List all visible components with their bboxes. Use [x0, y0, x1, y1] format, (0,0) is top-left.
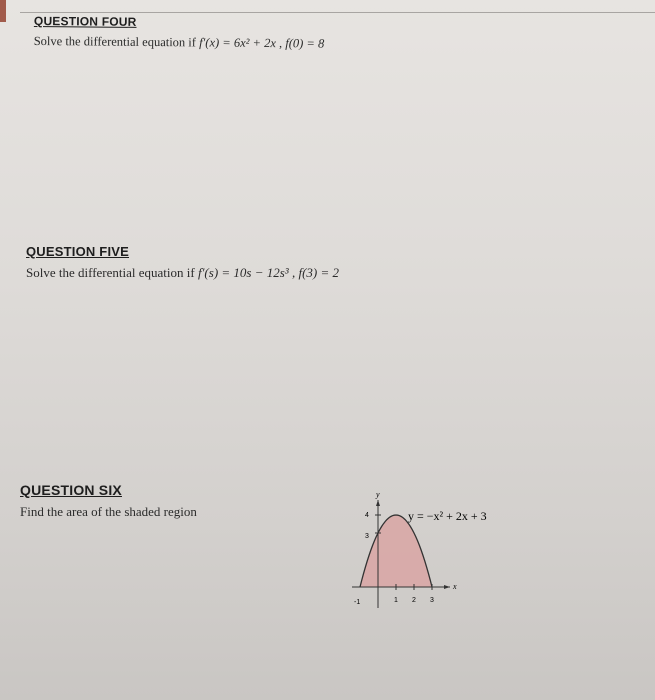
question-six — [20, 482, 197, 520]
question-four — [34, 14, 325, 52]
question-five-prompt: Solve the differential equation if — [26, 265, 198, 280]
question-five-title: QUESTION FIVE — [26, 244, 130, 259]
x-tick-label-3: 3 — [430, 597, 434, 604]
y-axis-arrow — [376, 500, 380, 506]
question-five — [26, 244, 339, 281]
question-five-text — [26, 265, 339, 281]
question-four-text — [34, 34, 325, 52]
graph-svg — [340, 488, 520, 618]
question-four-prompt: Solve the differential equation if — [33, 33, 200, 50]
question-four-title: QUESTION FOUR — [33, 14, 137, 29]
shaded-region-graph — [340, 488, 520, 618]
page-edge-mark — [0, 0, 6, 22]
question-four-equation: f′(x) = 6x² + 2x , f(0) = 8 — [199, 35, 325, 51]
y-tick-label-3: 3 — [365, 533, 369, 540]
question-six-text: Find the area of the shaded region — [20, 504, 197, 519]
function-label: y = −x² + 2x + 3 — [408, 509, 487, 523]
x-tick-label-2: 2 — [412, 597, 416, 604]
question-six-title: QUESTION SIX — [20, 482, 122, 498]
x-axis-arrow — [444, 585, 450, 589]
y-axis-label: y — [376, 490, 380, 499]
y-tick-label-4: 4 — [365, 512, 369, 519]
x-tick-label-1: 1 — [394, 597, 398, 604]
top-rule — [20, 12, 655, 13]
x-axis-label: x — [453, 582, 457, 591]
x-tick-label-neg1: -1 — [354, 599, 361, 606]
question-five-equation: f′(s) = 10s − 12s³ , f(3) = 2 — [197, 265, 339, 280]
